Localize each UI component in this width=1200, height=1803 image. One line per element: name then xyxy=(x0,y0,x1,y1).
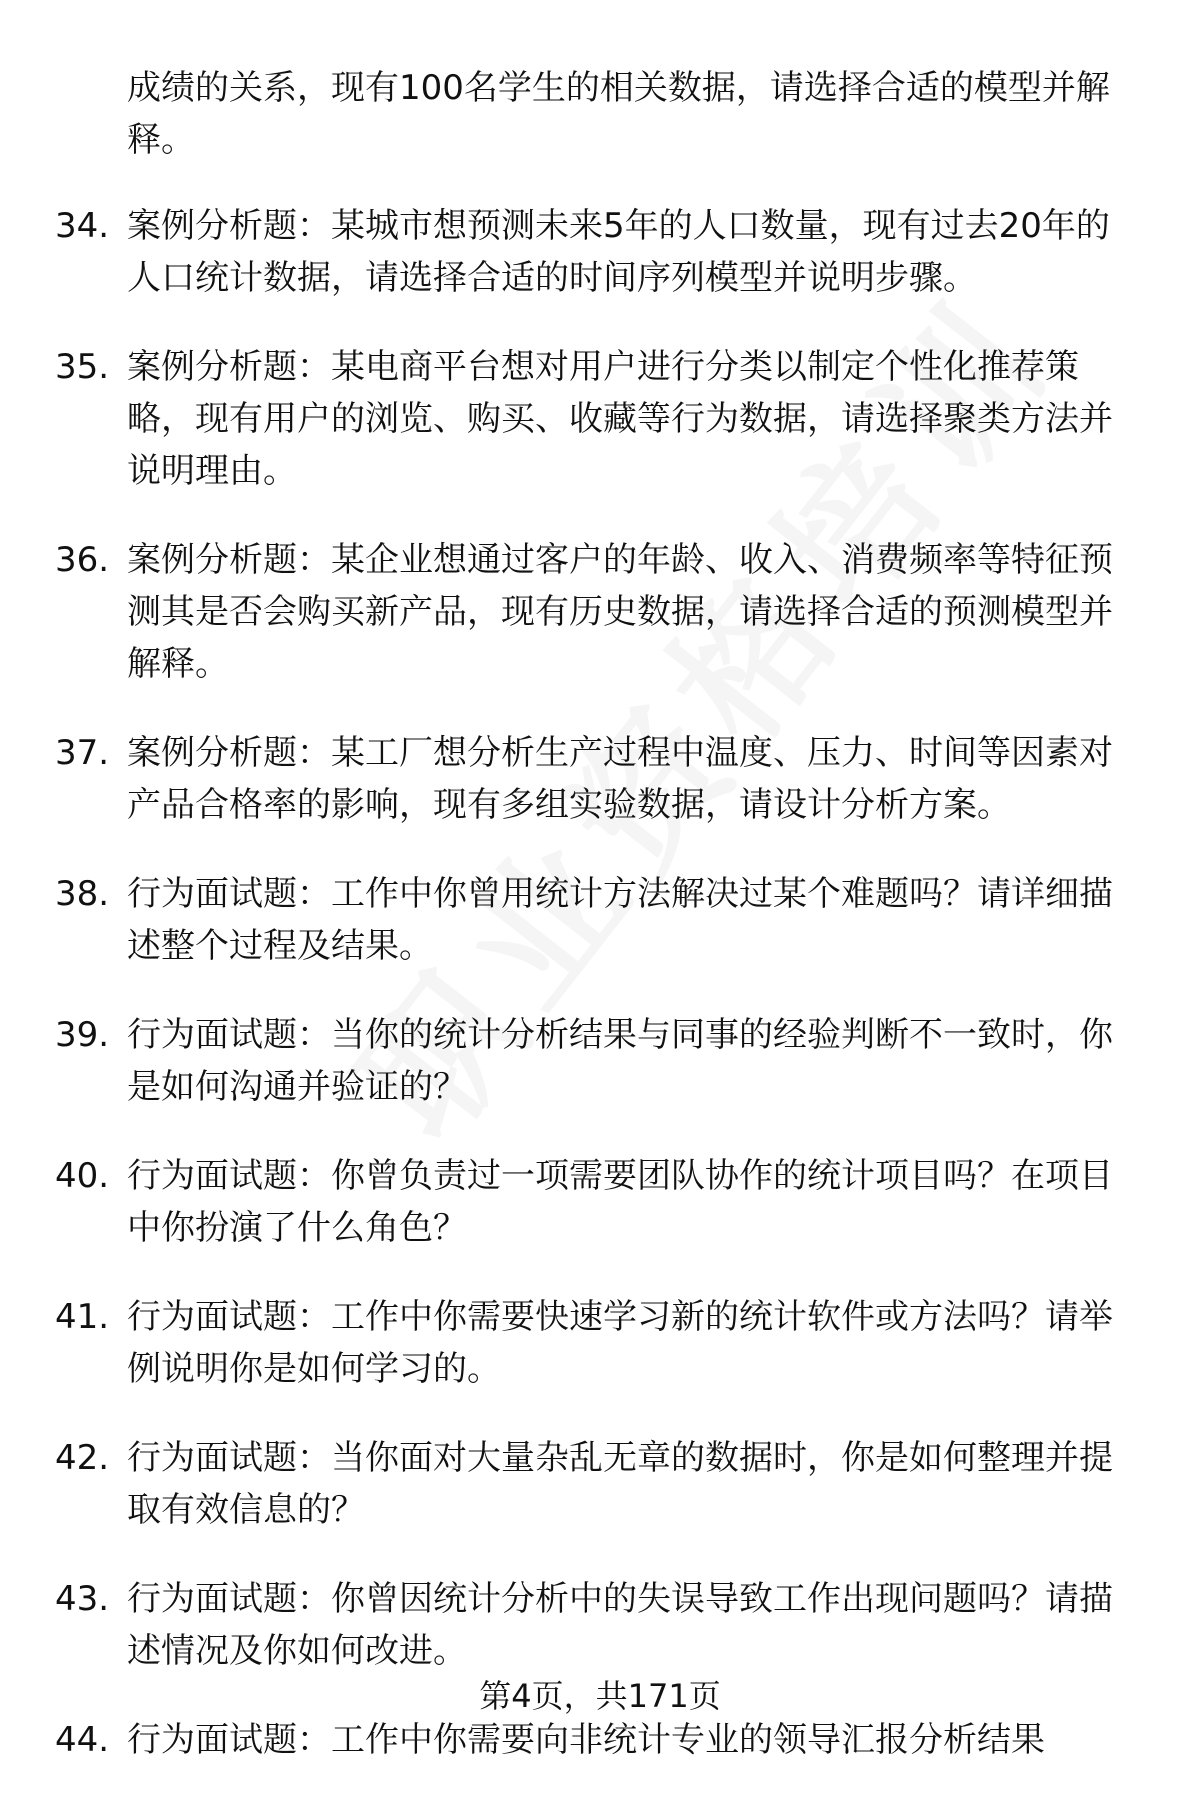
question-number: 42. xyxy=(55,1438,110,1478)
question-number: 39. xyxy=(55,1015,110,1055)
question-item xyxy=(0,1573,1200,1677)
question-number: 41. xyxy=(55,1297,110,1337)
question-item xyxy=(0,200,1200,304)
question-text: 案例分析题：某城市想预测未来5年的人口数量，现有过去20年的人口统计数据，请选择合适的时间序列模型并说明步骤。 xyxy=(127,206,1110,298)
question-item xyxy=(0,1714,1200,1766)
question-number: 35. xyxy=(55,347,110,387)
question-list xyxy=(0,200,1200,1803)
question-item xyxy=(0,727,1200,831)
question-number: 43. xyxy=(55,1579,110,1619)
question-text: 案例分析题：某企业想通过客户的年龄、收入、消费频率等特征预测其是否会购买新产品，现有历史数据，请选择合适的预测模型并解释。 xyxy=(127,540,1113,684)
question-number: 34. xyxy=(55,206,110,246)
question-item xyxy=(0,1150,1200,1254)
question-text: 案例分析题：某工厂想分析生产过程中温度、压力、时间等因素对产品合格率的影响，现有多组实验数据，请设计分析方案。 xyxy=(127,733,1113,825)
question-number: 44. xyxy=(55,1720,110,1760)
question-number: 40. xyxy=(55,1156,110,1196)
question-text: 行为面试题：当你的统计分析结果与同事的经验判断不一致时，你是如何沟通并验证的？ xyxy=(127,1015,1113,1107)
question-number: 38. xyxy=(55,874,110,914)
question-number: 37. xyxy=(55,733,110,773)
question-item xyxy=(0,1009,1200,1113)
question-text: 行为面试题：工作中你曾用统计方法解决过某个难题吗？请详细描述整个过程及结果。 xyxy=(127,874,1113,966)
question-text: 行为面试题：你曾因统计分析中的失误导致工作出现问题吗？请描述情况及你如何改进。 xyxy=(127,1579,1113,1671)
question-item xyxy=(0,1291,1200,1395)
question-text: 案例分析题：某电商平台想对用户进行分类以制定个性化推荐策略，现有用户的浏览、购买、收藏等行为数据，请选择聚类方法并说明理由。 xyxy=(127,347,1113,491)
continued-question-text: 成绩的关系，现有100名学生的相关数据，请选择合适的模型并解释。 xyxy=(127,68,1110,160)
question-item xyxy=(0,534,1200,690)
question-number: 36. xyxy=(55,540,110,580)
page-number-footer: 第4页，共171页 xyxy=(479,1677,721,1715)
question-item xyxy=(0,868,1200,972)
question-text: 行为面试题：工作中你需要向非统计专业的领导汇报分析结果 xyxy=(127,1720,1045,1760)
question-text: 行为面试题：你曾负责过一项需要团队协作的统计项目吗？在项目中你扮演了什么角色？ xyxy=(127,1156,1113,1248)
question-item xyxy=(0,1432,1200,1536)
question-text: 行为面试题：工作中你需要快速学习新的统计软件或方法吗？请举例说明你是如何学习的。 xyxy=(127,1297,1113,1389)
question-text: 行为面试题：当你面对大量杂乱无章的数据时，你是如何整理并提取有效信息的？ xyxy=(127,1438,1113,1530)
question-item xyxy=(0,341,1200,497)
